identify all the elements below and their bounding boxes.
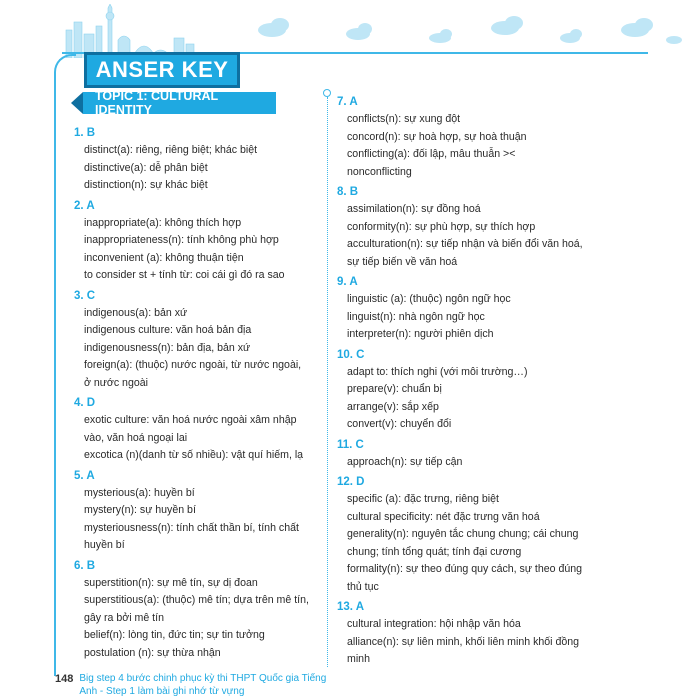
answer-item: [337, 346, 583, 434]
answer-number: 8. B: [337, 186, 359, 198]
vocab-entry: inappropriate(a): không thích hợp: [84, 216, 242, 229]
answer-number: 10. C: [337, 348, 365, 361]
vocab-entry: excotica (n)(danh từ số nhiều): vật quí hiếm, lạ: [84, 449, 304, 461]
answer-item: [337, 436, 583, 472]
divider-dot: [323, 89, 331, 97]
answer-number: 12. D: [337, 476, 365, 488]
vocab-entry: assimilation(n): sự đồng hoá: [347, 203, 481, 215]
vocab-entry: prepare(v): chuẩn bị: [347, 383, 442, 395]
vocab-entry: formality(n): sự theo đúng quy cách, sự theo đúng thủ tục: [347, 563, 583, 593]
answer-item: [337, 93, 583, 181]
vocab-entry: conformity(n): sự phù hợp, sự thích hợp: [347, 220, 536, 233]
city-skyline-illustration: [60, 4, 200, 58]
vocab-entry: distinct(a): riêng, riêng biệt; khác biệt: [84, 144, 258, 156]
vocab-entry: belief(n): lòng tin, đức tin; sự tin tưởng: [84, 629, 265, 641]
answer-item: [74, 557, 310, 663]
page-number: 148: [55, 673, 74, 685]
vocab-entry: conflicts(n): sự xung đột: [347, 113, 461, 125]
answer-item: [74, 124, 310, 195]
answer-number: 9. A: [337, 276, 358, 288]
page-frame-line: [54, 54, 76, 676]
answer-item: [337, 598, 583, 669]
answer-item: [337, 273, 583, 344]
vocab-entry: mysterious(a): huyền bí: [84, 486, 195, 499]
vocab-entry: generality(n): nguyên tắc chung chung; cái chung chung; tính tổng quát; tính đại cương: [347, 528, 579, 558]
answer-number: 11. C: [337, 438, 364, 451]
vocab-entry: mystery(n): sự huyền bí: [84, 504, 196, 516]
answer-number: 7. A: [337, 96, 358, 108]
answer-number: 3. C: [74, 289, 96, 302]
vocab-entry: interpreter(n): người phiên dịch: [347, 328, 494, 340]
page-title: ANSER KEY: [84, 52, 240, 88]
answer-number: 2. A: [74, 199, 95, 212]
vocab-entry: cultural integration: hội nhập văn hóa: [347, 618, 521, 630]
topic-banner: [71, 89, 276, 117]
vocab-entry: indigenous(a): bản xứ: [84, 306, 188, 319]
vocab-entry: linguistic (a): (thuộc) ngôn ngữ học: [347, 293, 511, 305]
vocab-entry: superstition(n): sự mê tín, sự dị đoan: [84, 576, 258, 589]
answer-item: [74, 197, 310, 285]
vocab-entry: specific (a): đặc trưng, riêng biệt: [347, 493, 499, 505]
answer-number: 13. A: [337, 601, 365, 613]
answer-item: [74, 394, 310, 465]
answer-number: 5. A: [74, 469, 95, 482]
left-answer-column: [74, 124, 310, 664]
answer-item: [337, 183, 583, 271]
vocab-entry: to consider st + tính từ: coi cái gì đó ra sao: [84, 269, 285, 281]
vocab-entry: linguist(n): nhà ngôn ngữ học: [347, 310, 485, 323]
clouds-illustration: [250, 8, 690, 48]
footer-book-title: Big step 4 bước chinh phục kỳ thi THPT Quốc gia Tiếng Anh - Step 1 làm bài ghi nhớ từ vựng: [79, 673, 327, 697]
answer-item: [74, 287, 310, 393]
vocab-entry: convert(v): chuyển đổi: [347, 418, 452, 430]
vocab-entry: exotic culture: văn hoá nước ngoài xâm nhập vào, văn hoá ngoại lai: [84, 414, 297, 444]
vocab-entry: adapt to: thích nghi (với môi trường…): [347, 365, 528, 378]
column-divider: [327, 97, 328, 667]
vocab-entry: postulation (n): sự thừa nhận: [84, 646, 221, 659]
vocab-entry: mysteriousness(n): tính chất thần bí, tính chất huyền bí: [84, 521, 299, 551]
vocab-entry: cultural specificity: nét đặc trưng văn hoá: [347, 510, 540, 523]
vocab-entry: conflicting(a): đối lập, mâu thuẫn >< nonconflicting: [347, 148, 516, 178]
right-answer-column: [337, 93, 583, 671]
vocab-entry: inappropriateness(n): tính không phù hợp: [84, 234, 279, 246]
answer-number: 6. B: [74, 559, 96, 572]
answer-number: 1. B: [74, 127, 96, 139]
ribbon-fold: [71, 92, 83, 114]
answer-number: 4. D: [74, 397, 96, 409]
vocab-entry: concord(n): sự hoà hợp, sự hoà thuận: [347, 130, 527, 143]
vocab-entry: arrange(v): sắp xếp: [347, 400, 439, 413]
vocab-entry: superstitious(a): (thuộc) mê tín; dựa trên mê tín, gây ra bởi mê tín: [84, 594, 309, 624]
answer-item: [74, 467, 310, 555]
answer-item: [337, 473, 583, 596]
vocab-entry: indigenousness(n): bản địa, bản xứ: [84, 341, 251, 354]
vocab-entry: distinction(n): sự khác biệt: [84, 179, 208, 191]
topic-title: TOPIC 1: CULTURAL IDENTITY: [83, 92, 276, 114]
vocab-entry: foreign(a): (thuộc) nước ngoài, từ nước ngoài, ở nước ngoài: [84, 359, 302, 389]
vocab-entry: inconvenient (a): không thuận tiện: [84, 251, 244, 264]
vocab-entry: alliance(n): sự liên minh, khối liên minh khối đồng minh: [347, 635, 580, 665]
vocab-entry: approach(n): sự tiếp cận: [347, 455, 463, 468]
vocab-entry: distinctive(a): dễ phân biệt: [84, 161, 208, 174]
vocab-entry: acculturation(n): sự tiếp nhận và biến đổi văn hoá, sự tiếp biến về văn hoá: [347, 238, 583, 268]
page-footer: [55, 673, 345, 698]
vocab-entry: indigenous culture: văn hoá bản địa: [84, 324, 252, 336]
